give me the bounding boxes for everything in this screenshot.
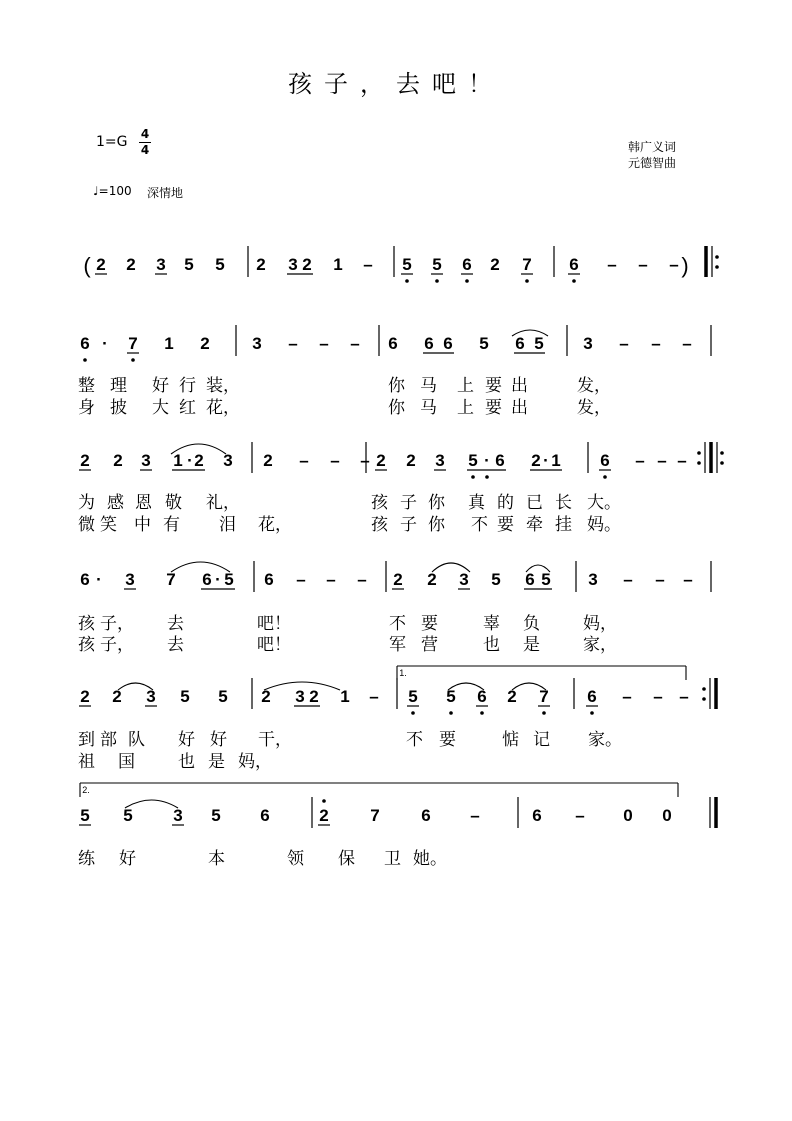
lyric-r2-v1-4: 行 [179, 376, 196, 396]
note-r6-12: 0 [623, 806, 633, 825]
note-r1-3: 3 [156, 255, 166, 274]
lyric-r2-v1-2: 理 [110, 376, 127, 396]
note-r2-19: – [682, 334, 692, 353]
song-title: 孩子，去吧！ [288, 70, 504, 98]
note-r6-4: 5 [211, 806, 221, 825]
lyric-r3-v1-6: 孩 [371, 493, 388, 513]
note-r2-8: – [319, 334, 329, 353]
note-r2-6: 3 [252, 334, 262, 353]
lyric-r5-v2-5: 妈， [238, 752, 272, 772]
lyric-r3-v1-4: 敬 [165, 493, 182, 513]
note-r2-18: – [651, 334, 661, 353]
lyric-r3-v2-2: 笑 [100, 515, 117, 535]
lyric-r2-v2-6: 你 [388, 398, 405, 418]
note-r2-17: – [619, 334, 629, 353]
octave-dot-low [435, 279, 439, 283]
note-r1-7: 3 [288, 255, 298, 274]
note-r1-12: 5 [432, 255, 442, 274]
lyric-r3-v1-1: 为 [78, 493, 95, 513]
octave-dot-low [405, 279, 409, 283]
note-r6-1: 5 [80, 806, 90, 825]
note-r3-19: · [543, 451, 549, 470]
octave-dot-low [411, 711, 415, 715]
lyric-r2-v1-8: 上 [457, 376, 474, 396]
note-r6-7: 7 [370, 806, 380, 825]
lyric-r3-v2-6: 花， [258, 515, 292, 535]
lyric-r5-v1-7: 不 [406, 730, 423, 750]
note-r4-6: · [215, 570, 221, 589]
lyric-r4-v2-4: 吧！ [257, 635, 291, 655]
lyric-r3-v2-8: 子 [400, 515, 417, 535]
note-r3-7: 3 [223, 451, 233, 470]
lyric-r2-v1-10: 出 [511, 376, 528, 396]
note-r2-9: – [350, 334, 360, 353]
lyric-r3-v1-8: 你 [428, 493, 445, 513]
note-r2-4: 1 [164, 334, 174, 353]
note-r3-23: – [657, 451, 667, 470]
lyric-r3-v2-14: 妈。 [587, 515, 621, 535]
note-r5-12: 5 [446, 687, 456, 706]
octave-dot-low [525, 279, 529, 283]
volta-second-number: 2. [82, 785, 90, 795]
octave-dot-low [131, 358, 135, 362]
bracket-open: ( [83, 253, 91, 278]
note-r3-6: 2 [194, 451, 204, 470]
note-r3-18: 2 [531, 451, 541, 470]
lyric-r5-v1-2: 部 [100, 730, 117, 750]
note-r1-18: – [638, 255, 648, 274]
lyric-r2-v2-8: 上 [457, 398, 474, 418]
lyric-r4-v2-2: 子， [100, 635, 134, 655]
note-r3-17: 6 [495, 451, 505, 470]
note-r4-5: 6 [202, 570, 212, 589]
note-r4-21: – [683, 570, 693, 589]
lyric-r4-v2-9: 家， [583, 635, 617, 655]
note-r3-5: · [187, 451, 193, 470]
note-r5-7: 3 [295, 687, 305, 706]
note-r2-16: 3 [583, 334, 593, 353]
note-r2-5: 2 [200, 334, 210, 353]
note-r1-17: – [607, 255, 617, 274]
lyric-r2-v1-7: 马 [420, 376, 437, 396]
note-r3-4: 1 [173, 451, 183, 470]
repeat-dot [715, 255, 719, 259]
lyric-r4-v2-8: 是 [523, 635, 540, 655]
lyric-r4-v1-5: 不 [389, 614, 406, 634]
lyric-r6-v1-5: 保 [338, 849, 355, 869]
note-r4-18: 3 [588, 570, 598, 589]
lyric-r4-v1-9: 妈， [583, 614, 617, 634]
lyric-r3-v2-9: 你 [428, 515, 445, 535]
lyric-r3-v1-12: 长 [555, 493, 572, 513]
note-r4-7: 5 [224, 570, 234, 589]
lyric-r3-v1-9: 真 [468, 493, 485, 513]
lyric-r3-v2-11: 要 [497, 515, 514, 535]
lyric-r2-v2-4: 红 [179, 398, 196, 418]
note-r3-16: · [484, 451, 490, 470]
lyric-r6-v1-6: 卫 [384, 849, 401, 869]
note-r1-19: – [669, 255, 679, 274]
lyric-r5-v1-10: 记 [533, 730, 550, 750]
note-r5-9: 1 [340, 687, 350, 706]
note-r1-10: – [363, 255, 373, 274]
key-signature: 1=G [96, 134, 128, 150]
lyric-r3-v1-5: 礼， [206, 493, 240, 513]
slur-r4-1 [171, 562, 230, 572]
lyric-r3-v2-1: 微 [78, 515, 95, 535]
note-r1-4: 5 [184, 255, 194, 274]
note-r6-13: 0 [662, 806, 672, 825]
note-r5-16: 6 [587, 687, 597, 706]
note-r6-10: 6 [532, 806, 542, 825]
octave-dot-low [465, 279, 469, 283]
note-r4-1: 6 [80, 570, 90, 589]
note-r5-14: 2 [507, 687, 517, 706]
time-signature-top: 4 [140, 127, 150, 141]
note-r3-12: 2 [376, 451, 386, 470]
note-r5-18: – [653, 687, 663, 706]
lyric-r3-v1-11: 已 [526, 493, 543, 513]
note-r6-11: – [575, 806, 585, 825]
note-r5-8: 2 [309, 687, 319, 706]
octave-dot-high [322, 799, 326, 803]
lyric-r4-v1-8: 负 [523, 614, 540, 634]
note-r1-1: 2 [96, 255, 106, 274]
lyric-r3-v2-7: 孩 [371, 515, 388, 535]
lyric-r5-v1-8: 要 [439, 730, 456, 750]
octave-dot-low [603, 475, 607, 479]
lyric-r3-v1-3: 恩 [135, 493, 152, 513]
lyric-r3-v2-13: 挂 [555, 515, 572, 535]
note-r2-7: – [288, 334, 298, 353]
lyric-r3-v1-13: 大。 [587, 493, 621, 513]
note-r5-19: – [679, 687, 689, 706]
note-r5-4: 5 [180, 687, 190, 706]
octave-dot-low [572, 279, 576, 283]
note-r4-19: – [623, 570, 633, 589]
lyric-r5-v1-1: 到 [78, 730, 95, 750]
note-r4-13: 2 [427, 570, 437, 589]
lyric-r2-v1-9: 要 [485, 376, 502, 396]
note-r3-24: – [677, 451, 687, 470]
note-r5-2: 2 [112, 687, 122, 706]
lyric-r4-v2-7: 也 [483, 635, 500, 655]
note-r6-5: 6 [260, 806, 270, 825]
note-r5-3: 3 [146, 687, 156, 706]
note-r3-15: 5 [468, 451, 478, 470]
time-signature-bottom: 4 [140, 143, 150, 157]
repeat-dot [697, 461, 701, 465]
lyric-r4-v1-7: 辜 [483, 614, 500, 634]
repeat-dot [702, 697, 706, 701]
note-r4-9: – [296, 570, 306, 589]
note-r2-3: 7 [128, 334, 138, 353]
lyric-r3-v1-10: 的 [497, 493, 514, 513]
note-r4-11: – [357, 570, 367, 589]
repeat-dot [720, 451, 724, 455]
tempo-marking: ♩=100 [93, 184, 132, 198]
lyric-r2-v2-1: 身 [78, 398, 95, 418]
note-r2-11: 6 [424, 334, 434, 353]
lyric-r4-v1-3: 去 [167, 614, 184, 634]
lyric-r5-v2-2: 国 [118, 752, 135, 772]
lyric-r4-v1-4: 吧！ [257, 614, 291, 634]
note-r3-2: 2 [113, 451, 123, 470]
repeat-dot [720, 461, 724, 465]
note-r1-5: 5 [215, 255, 225, 274]
lyric-r6-v1-2: 好 [119, 849, 136, 869]
lyric-r5-v2-3: 也 [178, 752, 195, 772]
note-r6-9: – [470, 806, 480, 825]
note-r5-10: – [369, 687, 379, 706]
octave-dot-low [449, 711, 453, 715]
note-r2-14: 6 [515, 334, 525, 353]
volta-first-number: 1. [399, 668, 407, 678]
note-r4-15: 5 [491, 570, 501, 589]
note-r4-2: · [96, 570, 102, 589]
note-r3-11: – [360, 451, 370, 470]
note-r3-22: – [635, 451, 645, 470]
note-r1-16: 6 [569, 255, 579, 274]
expression-marking: 深情地 [147, 186, 184, 200]
lyric-r4-v2-6: 营 [421, 635, 438, 655]
note-r3-13: 2 [406, 451, 416, 470]
note-r5-17: – [622, 687, 632, 706]
note-r6-8: 6 [421, 806, 431, 825]
lyric-r5-v1-11: 家。 [588, 730, 622, 750]
bracket-close: ) [681, 253, 689, 278]
lyric-r2-v2-11: 发， [577, 398, 611, 418]
note-r5-13: 6 [477, 687, 487, 706]
lyric-r5-v1-9: 惦 [502, 730, 519, 750]
lyric-r2-v1-5: 装， [206, 376, 240, 396]
lyric-r4-v1-6: 要 [421, 614, 438, 634]
lyric-r5-v1-3: 队 [128, 730, 145, 750]
note-r2-2: · [102, 334, 108, 353]
note-r3-21: 6 [600, 451, 610, 470]
note-r3-9: – [299, 451, 309, 470]
lyric-r2-v1-11: 发， [577, 376, 611, 396]
lyric-r5-v2-4: 是 [208, 752, 225, 772]
note-r3-1: 2 [80, 451, 90, 470]
note-r1-14: 2 [490, 255, 500, 274]
lyric-r5-v1-6: 干， [258, 730, 292, 750]
note-r1-13: 6 [462, 255, 472, 274]
lyric-r6-v1-1: 练 [78, 849, 95, 869]
note-r5-6: 2 [261, 687, 271, 706]
slur-r6-1 [125, 800, 178, 808]
note-r3-8: 2 [263, 451, 273, 470]
note-r1-15: 7 [522, 255, 532, 274]
lyric-r2-v2-2: 披 [110, 398, 127, 418]
note-r3-3: 3 [141, 451, 151, 470]
note-r4-4: 7 [166, 570, 176, 589]
lyric-r6-v1-3: 本 [208, 849, 225, 869]
lyricist-credit: 韩广义词 [628, 140, 677, 154]
note-r5-11: 5 [408, 687, 418, 706]
lyric-r4-v2-5: 军 [389, 635, 406, 655]
lyric-r2-v1-6: 你 [388, 376, 405, 396]
lyric-r3-v2-5: 泪 [219, 515, 236, 535]
lyric-r3-v2-3: 中 [134, 515, 151, 535]
note-r4-17: 5 [541, 570, 551, 589]
lyric-r6-v1-7: 她。 [413, 849, 447, 869]
composer-credit: 元德智曲 [628, 156, 677, 170]
note-r1-6: 2 [256, 255, 266, 274]
note-r2-13: 5 [479, 334, 489, 353]
octave-dot-low [480, 711, 484, 715]
repeat-dot [715, 265, 719, 269]
lyric-r3-v2-10: 不 [471, 515, 488, 535]
note-r4-10: – [326, 570, 336, 589]
note-r4-12: 2 [393, 570, 403, 589]
note-r4-3: 3 [125, 570, 135, 589]
lyric-r4-v2-1: 孩 [78, 635, 95, 655]
lyric-r2-v1-1: 整 [78, 376, 95, 396]
note-r4-20: – [655, 570, 665, 589]
note-r4-16: 6 [525, 570, 535, 589]
note-r5-15: 7 [539, 687, 549, 706]
lyric-r2-v1-3: 好 [152, 376, 169, 396]
lyric-r3-v1-7: 子 [400, 493, 417, 513]
lyric-r2-v2-9: 要 [485, 398, 502, 418]
note-r5-1: 2 [80, 687, 90, 706]
repeat-dot [702, 687, 706, 691]
lyric-r4-v1-2: 子， [100, 614, 134, 634]
octave-dot-low [542, 711, 546, 715]
octave-dot-low [590, 711, 594, 715]
octave-dot-low [485, 475, 489, 479]
note-r2-1: 6 [80, 334, 90, 353]
lyric-r3-v2-12: 牵 [526, 515, 543, 535]
lyric-r5-v1-4: 好 [178, 730, 195, 750]
lyric-r3-v2-4: 有 [163, 515, 180, 535]
note-r3-20: 1 [551, 451, 561, 470]
lyric-r4-v1-1: 孩 [78, 614, 95, 634]
note-r2-12: 6 [443, 334, 453, 353]
note-r2-15: 5 [534, 334, 544, 353]
note-r6-3: 3 [173, 806, 183, 825]
note-r4-8: 6 [264, 570, 274, 589]
lyric-r3-v1-2: 感 [107, 493, 124, 513]
octave-dot-low [83, 358, 87, 362]
lyric-r5-v1-5: 好 [210, 730, 227, 750]
octave-dot-low [471, 475, 475, 479]
note-r1-9: 1 [333, 255, 343, 274]
lyric-r2-v2-7: 马 [420, 398, 437, 418]
note-r6-2: 5 [123, 806, 133, 825]
note-r4-14: 3 [459, 570, 469, 589]
lyric-r4-v2-3: 去 [167, 635, 184, 655]
repeat-dot [697, 451, 701, 455]
lyric-r5-v2-1: 祖 [78, 752, 95, 772]
lyric-r2-v2-10: 出 [511, 398, 528, 418]
lyric-r2-v2-5: 花， [206, 398, 240, 418]
note-r5-5: 5 [218, 687, 228, 706]
lyric-r6-v1-4: 领 [287, 849, 304, 869]
note-r3-10: – [330, 451, 340, 470]
note-r1-2: 2 [126, 255, 136, 274]
note-r3-14: 3 [435, 451, 445, 470]
note-r1-11: 5 [402, 255, 412, 274]
lyric-r2-v2-3: 大 [152, 398, 169, 418]
note-r1-8: 2 [302, 255, 312, 274]
note-r2-10: 6 [388, 334, 398, 353]
note-r6-6: 2 [319, 806, 329, 825]
